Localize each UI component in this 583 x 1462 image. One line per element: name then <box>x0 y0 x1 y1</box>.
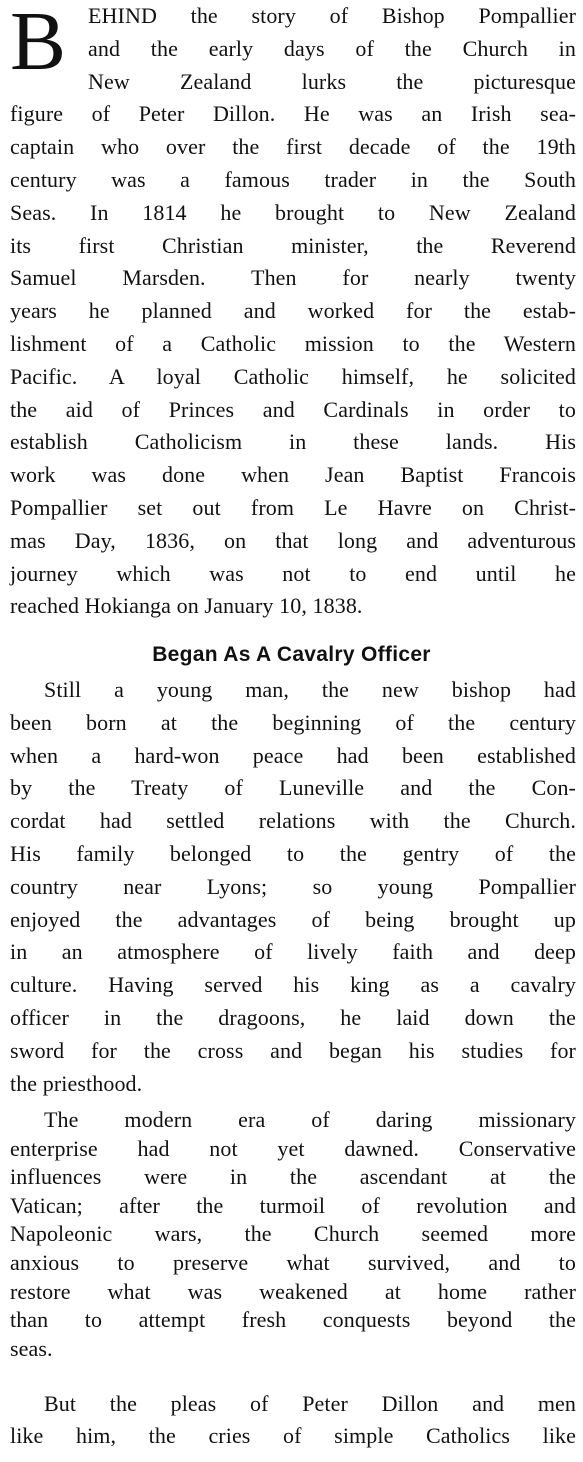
text-line: Pacific. A loyal Catholic himself, he solicited <box>10 363 576 389</box>
text-line: mas Day, 1836, on that long and adventurous <box>10 527 576 553</box>
text-line: culture. Having served his king as a cavalry <box>10 972 576 998</box>
text-line: influences were in the ascendant at the <box>10 1164 576 1190</box>
text-line: sword for the cross and began his studies for <box>10 1037 576 1063</box>
text-line: been born at the beginning of the century <box>10 709 576 735</box>
text-line: His family belonged to the gentry of the <box>10 840 576 866</box>
text-line: the priesthood. <box>10 1070 143 1096</box>
text-line: country near Lyons; so young Pompallier <box>10 873 576 899</box>
text-line: century was a famous trader in the South <box>10 166 576 192</box>
text-line: like him, the cries of simple Catholics like <box>10 1423 576 1448</box>
text-line: Napoleonic wars, the Church seemed more <box>10 1221 576 1247</box>
text-line: lishment of a Catholic mission to the Western <box>10 330 576 356</box>
text-line: captain who over the first decade of the 19th <box>10 134 576 160</box>
text-line: when a hard-won peace had been established <box>10 742 576 768</box>
text-line: The modern era of daring missionary <box>44 1107 576 1132</box>
text-line: the aid of Princes and Cardinals in order to <box>10 396 576 422</box>
text-line: in an atmosphere of lively faith and deep <box>10 939 576 965</box>
text-line: and the early days of the Church in <box>88 35 576 61</box>
paragraph-1 <box>10 0 576 623</box>
text-line: officer in the dragoons, he laid down the <box>10 1004 576 1030</box>
text-line: seas. <box>10 1335 53 1361</box>
text-line: enjoyed the advantages of being brought up <box>10 906 576 932</box>
text-line: Seas. In 1814 he brought to New Zealand <box>10 199 576 225</box>
paragraph-2 <box>10 674 576 1100</box>
text-line: enterprise had not yet dawned. Conservative <box>10 1135 576 1161</box>
text-line: Still a young man, the new bishop had <box>44 677 576 702</box>
text-line: work was done when Jean Baptist Francois <box>10 462 576 488</box>
text-line: cordat had settled relations with the Church. <box>10 808 576 834</box>
text-line: reached Hokianga on January 10, 1838. <box>10 593 363 619</box>
text-line: But the pleas of Peter Dillon and men <box>44 1391 576 1416</box>
text-line: New Zealand lurks the picturesque <box>88 68 576 94</box>
drop-cap: B <box>10 0 67 88</box>
text-line: Samuel Marsden. Then for nearly twenty <box>10 265 576 291</box>
text-line: anxious to preserve what survived, and to <box>10 1249 576 1275</box>
text-line: years he planned and worked for the estab- <box>10 298 576 324</box>
text-line: journey which was not to end until he <box>10 560 576 586</box>
paragraph-4 <box>10 1388 576 1452</box>
text-line: establish Catholicism in these lands. His <box>10 429 576 455</box>
paragraph-3 <box>10 1106 576 1363</box>
text-line: figure of Peter Dillon. He was an Irish sea- <box>10 101 576 127</box>
section-heading: Began As A Cavalry Officer <box>152 643 431 666</box>
text-line: EHIND the story of Bishop Pompallier <box>88 3 576 28</box>
text-line: by the Treaty of Luneville and the Con- <box>10 775 576 801</box>
text-line: Vatican; after the turmoil of revolution and <box>10 1192 576 1218</box>
text-line: its first Christian minister, the Reverend <box>10 232 576 258</box>
text-line: than to attempt fresh conquests beyond the <box>10 1307 576 1333</box>
text-line: restore what was weakened at home rather <box>10 1278 576 1304</box>
text-line: Pompallier set out from Le Havre on Christ- <box>10 494 576 520</box>
